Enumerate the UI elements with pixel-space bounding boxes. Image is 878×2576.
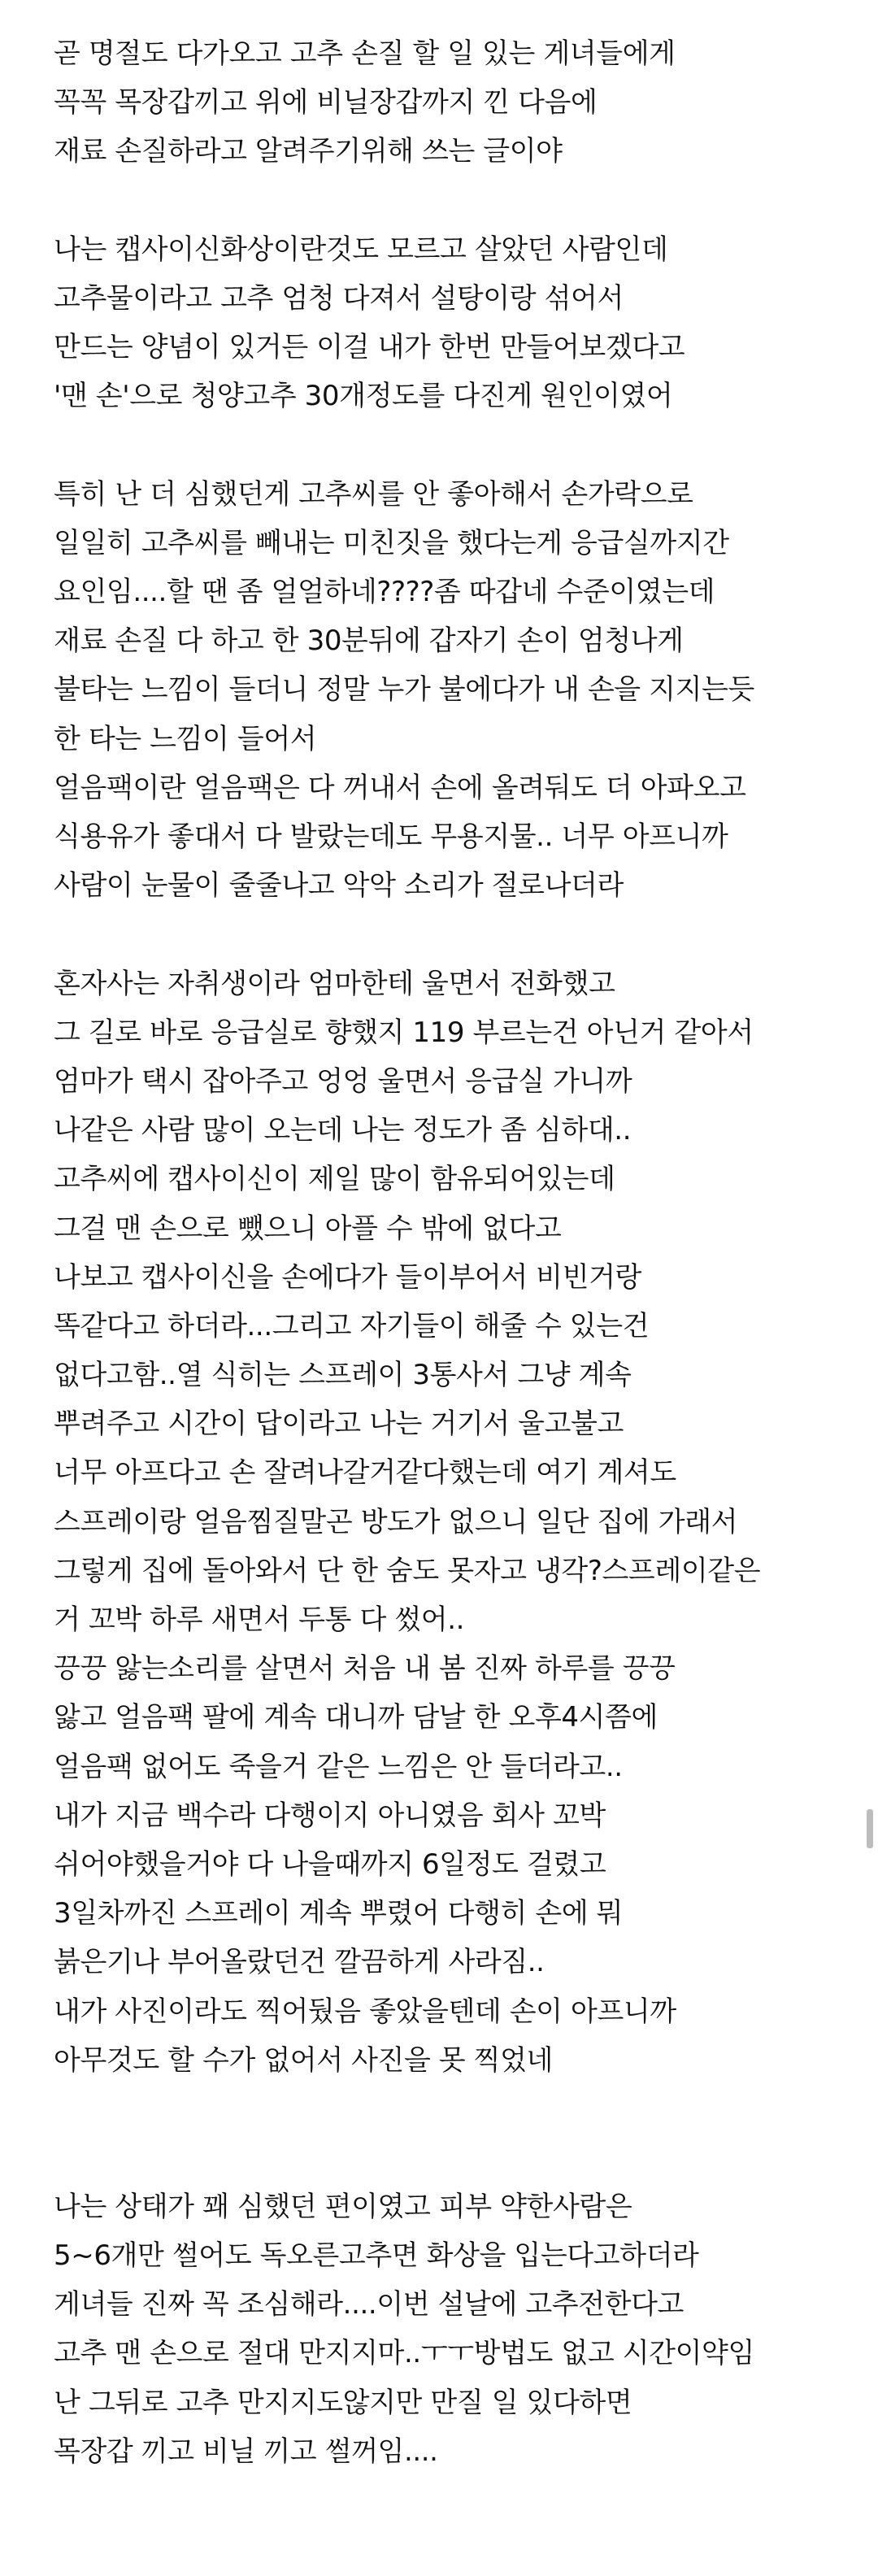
text-line: 거 꼬박 하루 새면서 두통 다 썼어.. [54,1603,465,1636]
text-line: 얼음팩 없어도 죽을거 같은 느낌은 안 들더라고.. [54,1750,623,1783]
text-line: 엄마가 택시 잡아주고 엉엉 울면서 응급실 가니까 [54,1064,632,1098]
text-line: 재료 손질 다 하고 한 30분뒤에 갑자기 손이 엄청나게 [54,624,684,658]
scrollbar-thumb[interactable] [867,1809,873,1848]
text-line: 스프레이랑 얼음찜질말곤 방도가 없으니 일단 집에 가래서 [54,1505,738,1538]
text-line: 그걸 맨 손으로 뺐으니 아플 수 밖에 없다고 [54,1212,562,1245]
text-line: 고추씨에 캡사이신이 제일 많이 함유되어있는데 [54,1163,615,1196]
paragraph-gap [54,910,834,959]
text-line: 앓고 얼음팩 팔에 계속 대니까 담날 한 오후4시쯤에 [54,1701,658,1734]
text-line: 불타는 느낌이 들더니 정말 누가 불에다가 내 손을 지지는듯 [54,673,754,707]
text-line: 곧 명절도 다가오고 고추 손질 할 일 있는 게녀들에게 [54,37,676,70]
text-line: 재료 손질하라고 알려주기위해 쓰는 글이야 [54,135,563,168]
text-line: 한 타는 느낌이 들어서 [54,722,317,755]
paragraph-gap [54,2085,834,2182]
text-line: 내가 지금 백수라 다행이지 아니였음 회사 꼬박 [54,1799,606,1832]
post-body [54,29,834,2476]
paragraph-gap [54,421,834,470]
paragraph-2 [54,225,834,421]
text-line: 너무 아프다고 손 잘려나갈거같다했는데 여기 계셔도 [54,1456,676,1490]
text-line: 내가 사진이라도 찍어뒀음 좋았을텐데 손이 아프니까 [54,1995,676,2028]
text-line: 특히 난 더 심했던게 고추씨를 안 좋아해서 손가락으로 [54,477,693,511]
text-line: '맨 손'으로 청양고추 30개정도를 다진게 원인이였어 [54,380,673,413]
text-line: 요인임....할 땐 좀 얼얼하네????좀 따갑네 수준이였는데 [54,576,715,609]
text-line: 아무것도 할 수가 없어서 사진을 못 찍었네 [54,2043,553,2077]
text-line: 꼭꼭 목장갑끼고 위에 비닐장갑까지 낀 다음에 [54,86,598,120]
text-line: 붉은기나 부어올랐던건 깔끔하게 사라짐.. [54,1946,545,1979]
text-line: 목장갑 끼고 비닐 끼고 썰꺼임.... [54,2435,438,2468]
paragraph-4 [54,959,834,2085]
paragraph-5 [54,2182,834,2476]
text-line: 일일히 고추씨를 빼내는 미친짓을 했다는게 응급실까지간 [54,526,729,559]
text-line: 그 길로 바로 응급실로 향했지 119 부르는건 아닌거 같아서 [54,1016,754,1049]
text-line: 고추물이라고 고추 엄청 다져서 설탕이랑 섞어서 [54,281,624,315]
text-line: 나는 상태가 꽤 심했던 편이였고 피부 약한사람은 [54,2190,632,2223]
text-line: 난 그뒤로 고추 만지지도않지만 만질 일 있다하면 [54,2386,632,2419]
text-line: 3일차까진 스프레이 계속 뿌렸어 다행히 손에 뭐 [54,1897,624,1930]
text-line: 나같은 사람 많이 오는데 나는 정도가 좀 심하대.. [54,1114,632,1147]
text-line: 나는 캡사이신화상이란것도 모르고 살았던 사람인데 [54,233,668,266]
text-line: 그렇게 집에 돌아와서 단 한 숨도 못자고 냉각?스프레이같은 [54,1554,761,1587]
text-line: 사람이 눈물이 줄줄나고 악악 소리가 절로나더라 [54,869,624,903]
text-line: 5~6개만 썰어도 독오른고추면 화상을 입는다고하더라 [54,2239,699,2273]
text-line: 없다고함..열 식히는 스프레이 3통사서 그냥 계속 [54,1359,632,1392]
paragraph-gap [54,176,834,225]
text-line: 게녀들 진짜 꼭 조심해라....이번 설날에 고추전한다고 [54,2288,684,2321]
text-line: 만드는 양념이 있거든 이걸 내가 한번 만들어보겠다고 [54,331,685,364]
text-line: 고추 맨 손으로 절대 만지지마..ㅜㅜ방법도 없고 시간이약임 [54,2337,754,2370]
text-line: 쉬어야했을거야 다 나을때까지 6일정도 걸렸고 [54,1847,606,1881]
text-line: 나보고 캡사이신을 손에다가 들이부어서 비빈거랑 [54,1260,641,1294]
text-line: 혼자사는 자취생이라 엄마한테 울면서 전화했고 [54,967,615,1000]
text-line: 얼음팩이란 얼음팩은 다 꺼내서 손에 올려둬도 더 아파오고 [54,771,746,804]
text-line: 식용유가 좋대서 다 발랐는데도 무용지물.. 너무 아프니까 [54,820,728,853]
paragraph-1 [54,29,834,176]
text-line: 끙끙 앓는소리를 살면서 처음 내 봄 진짜 하루를 끙끙 [54,1652,676,1686]
text-line: 뿌려주고 시간이 답이라고 나는 거기서 울고불고 [54,1408,624,1441]
text-line: 똑같다고 하더라...그리고 자기들이 해줄 수 있는건 [54,1309,650,1342]
paragraph-3 [54,470,834,911]
